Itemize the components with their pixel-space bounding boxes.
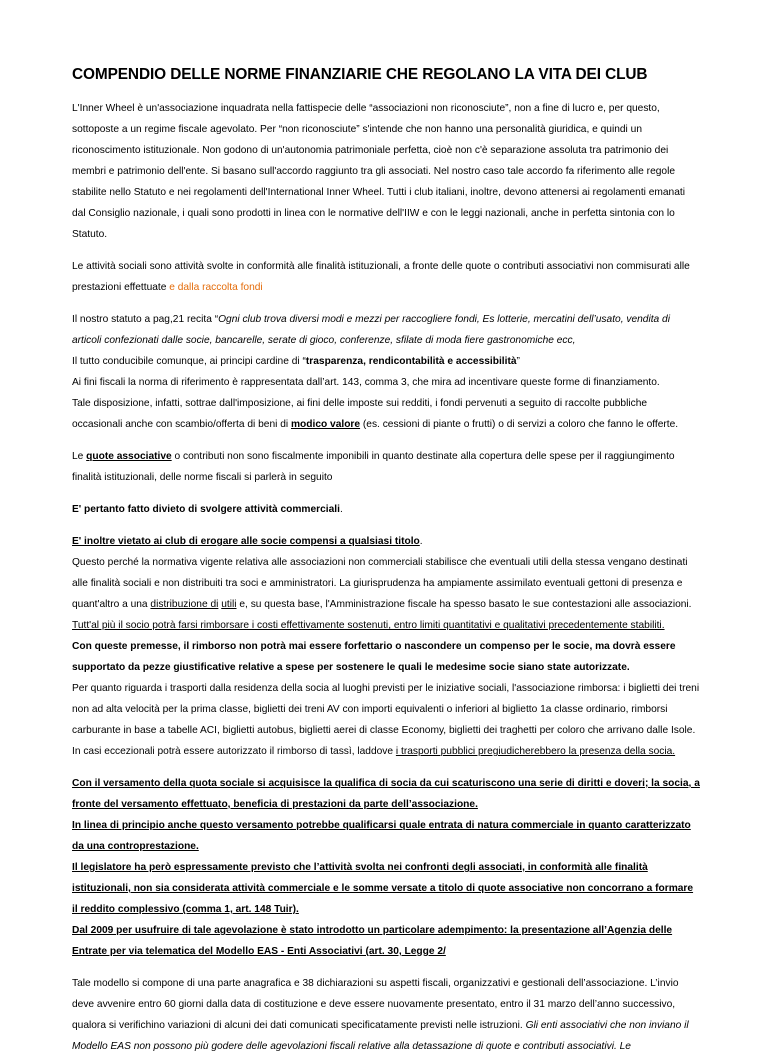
document-title: COMPENDIO DELLE NORME FINANZIARIE CHE REGOLANO LA VITA DEI CLUB — [72, 66, 648, 83]
text-run: Tale modello si compone di una parte anagrafica e 38 dichiarazioni su aspetti fiscali, organizzativi e gestionali dell’associazione. L’invio deve avvenire entro 60 giorni dalla data di costituzione e deve essere nuovamente presentato, entro il 31 marzo dell’anno successivo, qualora si verifichino variazioni di alcuni dei dati comunicati specificatamente previsti nelle istruzioni. — [72, 978, 679, 1031]
spacer — [72, 962, 700, 973]
spacer — [72, 762, 700, 773]
paragraph-compensi — [72, 531, 700, 762]
text-run: (es. cessioni di piante o frutti) o di servizi a coloro che fanno le offerte. — [360, 419, 679, 430]
text-run: . — [419, 536, 423, 547]
distribuzione-di: distribuzione di — [150, 599, 219, 610]
paragraph-attivita-sociali — [72, 256, 700, 298]
principi-cardine: trasparenza, rendicontabilità e accessibilità — [305, 356, 517, 367]
text-run: Questo perché la normativa vigente relativa alle associazioni non commerciali stabilisce che eventuali utili della stessa vengano destinati alle finalità sociali e non distribuiti tra soci e amministratori. La giurisprudenza ha ampiamente assimilato eventuali gettoni di presenza e quant'altro a una — [72, 557, 688, 610]
text-run: Le attività sociali sono attività svolte in conformità alle finalità istituzionali, a fronte delle quote o contributi associativi non commisurati alle prestazioni effettuate — [72, 261, 690, 293]
highlight-raccolta-fondi: e dalla raccolta fondi — [169, 282, 263, 293]
modello-eas-italic: Gli enti associativi che non inviano il Modello EAS non possono più godere delle agevolazioni fiscali relative alla detassazione di quote e contributi associativi. Le — [72, 1020, 689, 1052]
rimborso-costi: Tutt'al più il socio potrà farsi rimborsare i costi effettivamente sostenuti, entro limiti quantitativi e qualitativi precedentemente stabiliti. — [72, 620, 665, 631]
text-run: e, su questa base, l'Amministrazione fiscale ha spesso basato le sue contestazioni alle associazioni. — [236, 599, 692, 610]
quota-sociale-4: Dal 2009 per usufruire di tale agevolazione è stato introdotto un particolare adempimento: la presentazione all’Agenzia delle Entrate per via telematica del Modello EAS - Enti Associativi (art. 30, Legge 2/ — [72, 925, 673, 957]
document-page — [72, 66, 700, 1057]
modico-valore: modico valore — [290, 419, 361, 430]
divieto-commerciale: E' pertanto fatto divieto di svolgere attività commerciali — [72, 504, 340, 515]
text-run: . — [339, 504, 343, 515]
text-run: Le — [72, 451, 87, 462]
paragraph-statuto — [72, 309, 700, 435]
paragraph-divieto-commerciale — [72, 499, 700, 520]
spacer — [72, 488, 700, 499]
rimborso-premesse: Con queste premesse, il rimborso non potrà mai essere forfettario o nascondere un compenso per le socie, ma dovrà essere supportato da pezze giustificative relative a spese per sostenere le quali le medesime socie siano state autorizzate. — [72, 641, 676, 673]
spacer — [72, 245, 700, 256]
text-run: o contributi non sono fiscalmente imponibili in quanto destinate alla copertura delle spese per il raggiungimento finalità istituzionali, delle norme fiscali si parlerà in seguito — [72, 451, 675, 483]
text-run: Ai fini fiscali la norma di riferimento è rappresentata dall’art. 143, comma 3, che mira ad incentivare queste forme di finanziamento. — [72, 377, 660, 388]
spacer — [72, 298, 700, 309]
quota-sociale-1: Con il versamento della quota sociale si acquisisce la qualifica di socia da cui scaturiscono una serie di diritti e doveri; la socia, a fronte del versamento effettuato, beneficia di prestazioni da parte dell’associazione. — [72, 778, 700, 810]
spacer — [72, 520, 700, 531]
text-run: Tale disposizione, infatti, sottrae dall'imposizione, ai fini delle imposte sui redditi, i fondi pervenuti a seguito di raccolte pubbliche occasionali anche con scambio/offerta di beni di — [72, 398, 648, 430]
text-run: Il nostro statuto a pag,21 recita “ — [72, 314, 219, 325]
quota-sociale-2: In linea di principio anche questo versamento potrebbe qualificarsi quale entrata di natura commerciale in quanto caratterizzato da una controprestazione. — [72, 820, 691, 852]
paragraph-inner-wheel-intro: L'Inner Wheel è un'associazione inquadrata nella fattispecie delle “associazioni non riconosciute”, non a fine di lucro e, per questo, sottoposte a un regime fiscale agevolato. Per “non riconosciute” s'intende che non hanno una personalità giuridica, e quindi un riconoscimento istituzionale. Non godono di un'autonomia patrimoniale perfetta, cioè non c'è separazione assoluta tra patrimonio dei membri e patrimonio dell'ente. Si basano sull'accordo raggiunto tra gli associati. Nel nostro caso tale accordo fa riferimento alle regole stabilite nello Statuto e nei regolamenti dell'International Inner Wheel. Tutti i club italiani, inoltre, devono attenersi ai regolamenti emanati dal Consiglio nazionale, i quali sono prodotti in linea con le normative dell'IIW e con le leggi nazionali, anche in perfetta sintonia con lo Statuto. — [72, 103, 685, 240]
text-run: Il tutto conducibile comunque, ai principi cardine di “ — [72, 356, 306, 367]
quota-sociale-3: Il legislatore ha però espressamente previsto che l’attività svolta nei confronti degli associati, in conformità alle finalità istituzionali, non sia considerata attività commerciale e le somme versate a titolo di quote associative non concorrano a formare il reddito complessivo (comma 1, art. 148 Tuir). — [72, 862, 694, 915]
paragraph-quote-associative — [72, 446, 700, 488]
divieto-compensi: E' inoltre vietato ai club di erogare alle socie compensi a qualsiasi titolo — [72, 536, 420, 547]
paragraph-quota-sociale — [72, 773, 700, 962]
quote-statuto: Ogni club trova diversi modi e mezzi per raccogliere fondi, Es lotterie, mercatini dell’usato, vendita di articoli confezionati dalle socie, bancarelle, serate di gioco, conferenze, sfilate di moda fiere gastronomiche ecc, — [72, 314, 670, 346]
spacer — [72, 435, 700, 446]
trasporti-pubblici: i trasporti pubblici pregiudicherebbero la presenza della socia. — [395, 746, 676, 757]
utili: utili — [221, 599, 237, 610]
text-run: Per quanto riguarda i trasporti dalla residenza della socia al luoghi previsti per le iniziative sociali, l'associazione rimborsa: i biglietti dei treni non ad alta velocità per la prima classe, biglietti dei treni AV con importi equivalenti o inferiori al biglietto 1a classe ordinario, rimborsi carburante in base a tabelle ACI, biglietti autobus, biglietti aerei di classe Economy, biglietti dei traghetti per coloro che arrivano dalle Isole. In casi eccezionali potrà essere autorizzato il rimborso di tassì, laddove — [72, 683, 700, 757]
paragraph-modello-eas — [72, 973, 700, 1057]
quote-associative-term: quote associative — [86, 451, 172, 462]
text-run: ” — [516, 356, 520, 367]
